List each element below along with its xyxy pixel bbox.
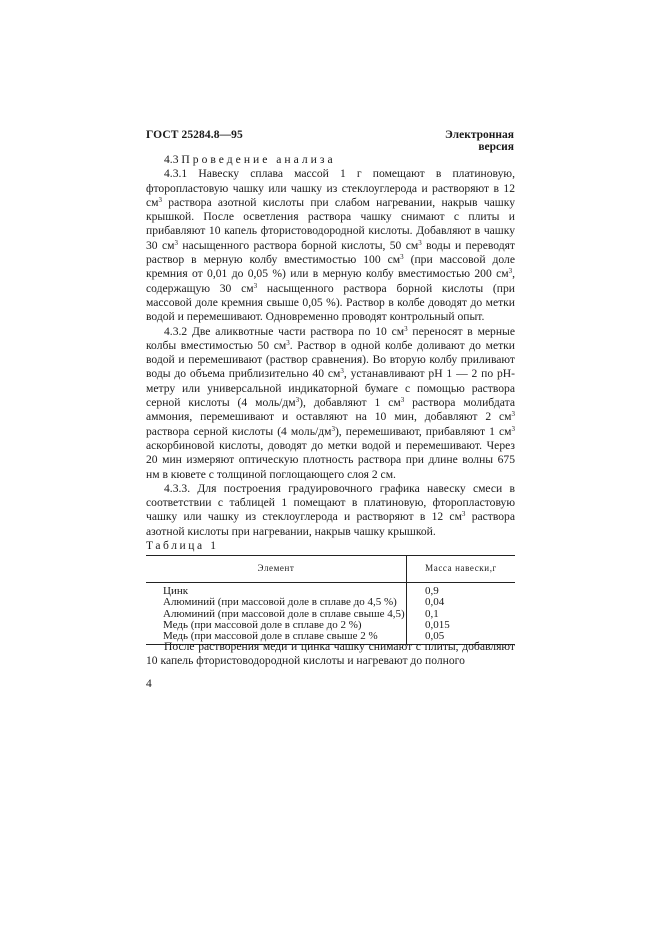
cell-mass: 0,04 — [425, 596, 445, 609]
cell-element: Цинк — [146, 583, 407, 598]
document-body — [146, 153, 515, 539]
column-header-mass: Масса навески,г — [407, 556, 516, 583]
post-table-text — [146, 640, 515, 669]
cell-element: Алюминий (при массовой доле в сплаве свыше 4,5) — [146, 609, 407, 620]
cell-mass: 0,05 — [407, 631, 516, 645]
data-table — [146, 555, 515, 645]
section-number: 4.3 — [164, 153, 179, 166]
cell-mass: 0,1 — [425, 607, 439, 620]
table-row — [146, 583, 515, 598]
table-row — [146, 597, 515, 608]
table-header-row — [146, 556, 515, 583]
paragraph-4-3-1: 4.3.1 Навеску сплава массой 1 г помещают в платиновую, фторопластовую чашку или чашку из стеклоуглерода и растворяют в 12 $см^3$ раствора азотной кислоты при слабом нагревании, накрыв чашку крышкой. После осветления раствора чашку снимают с плиты и прибавляют 10 капель фтористоводородной кислоты. Добавляют в чашку 30 $см^3$ насыщенного раствора борной кислоты, 50 $см^3$ воды и переводят раствор в мерную колбу вместимостью 100 $см^3$ (при массовой доле кремния от 0,01 до 0,05 %) или в мерную колбу вместимостью 200 $см^3$, содержащую 30 $см^3$ насыщенного раствора борной кислоты (при массовой доле кремния свыше 0,05 %). Раствор в колбе доводят до метки водой и перемешивают. Одновременно проводят контрольный опыт. — [146, 167, 515, 324]
page-number: 4 — [146, 678, 152, 690]
column-header-element: Элемент — [146, 556, 407, 583]
cell-element: Медь (при массовой доле в сплаве до 2 %) — [146, 620, 407, 631]
section-title: Проведение анализа — [181, 153, 336, 166]
cell-element: Алюминий (при массовой доле в сплаве до 4,5 %) — [146, 597, 407, 608]
cell-mass: 0,9 — [425, 585, 439, 597]
standard-code: ГОСТ 25284.8—95 — [146, 129, 243, 141]
cell-mass: 0,015 — [425, 618, 450, 631]
version-label: Электронная версия — [445, 129, 514, 153]
cell-element: Медь (при массовой доле в сплаве свыше 2 % — [146, 631, 407, 645]
table-caption: Таблица 1 — [146, 540, 219, 552]
section-heading — [146, 153, 515, 167]
paragraph-4-3-2: 4.3.2 Две аликвотные части раствора по 10 $см^3$ переносят в мерные колбы вместимостью 50 $см^3$. Раствор в одной колбе доливают до метки водой и перемешивают (раствор сравнения). Во вторую колбу приливают воды до объема приблизительно 40 $см^3$, устанавливают pH 1 — 2 по pH-метру или универсальной индикаторной бумаге с помощью раствора серной кислоты (4 моль/$дм^3$), добавляют 1 $см^3$ раствора молибдата аммония, перемешивают и оставляют на 10 мин, добавляют 2 $см^3$ раствора серной кислоты (4 моль/$дм^3$), перемешивают, прибавляют 1 $см^3$ аскорбиновой кислоты, доводят до метки водой и перемешивают. Через 20 мин измеряют оптическую плотность раствора при длине волны 675 нм в кювете с толщиной поглощающего слоя 2 см. — [146, 324, 516, 481]
paragraph-after-table: После растворения меди и цинка чашку снимают с плиты, добавляют 10 капель фтористоводородной кислоты и нагревают до полного — [146, 640, 515, 668]
paragraph-4-3-3: 4.3.3. Для построения градуировочного графика навеску смеси в соответствии с таблицей 1 помещают в платиновую, фторопластовую чашку или чашку из стеклоуглерода и растворяют в 12 $см^3$ раствора азотной кислоты при нагревании, накрыв чашку крышкой. — [146, 481, 515, 538]
